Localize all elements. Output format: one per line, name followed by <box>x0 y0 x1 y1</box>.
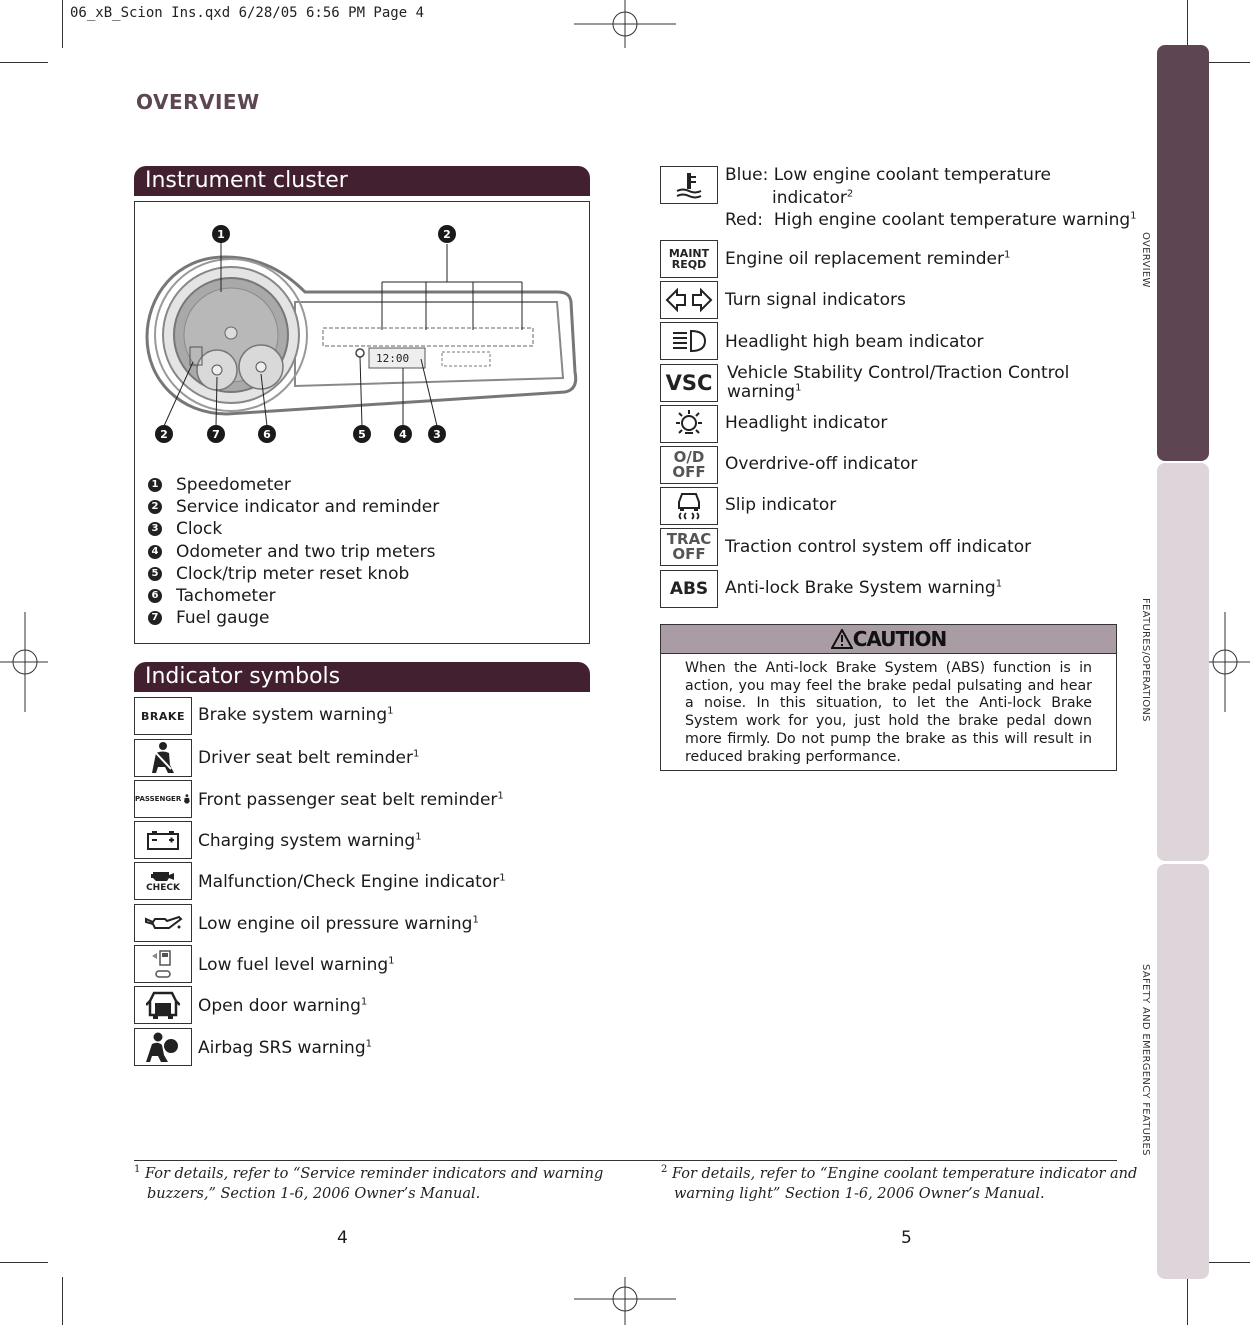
legend-label: Clock/trip meter reset knob <box>176 564 410 584</box>
legend-label: Clock <box>176 519 223 539</box>
off-icon-text: OFF <box>672 463 706 481</box>
crop-mark <box>1187 0 1188 48</box>
oil-can-icon <box>134 904 192 942</box>
indicator-label: Vehicle Stability Control/Traction Control <box>727 363 1070 383</box>
crop-mark <box>1187 1277 1188 1325</box>
callout-bottom-7: 7 <box>212 428 220 441</box>
instrument-cluster-heading: Instrument cluster <box>134 166 590 196</box>
legend-item <box>148 585 276 607</box>
callout-bottom-4: 4 <box>399 428 407 441</box>
open-door-icon <box>134 986 192 1024</box>
tab-features-operations[interactable] <box>1157 463 1209 861</box>
indicator-label: Open door warning$^1$ <box>198 996 368 1016</box>
abs-icon-text: ABS <box>669 579 709 599</box>
page-number-right: 5 <box>901 1228 912 1248</box>
reqd-icon-text: REQD <box>671 258 707 271</box>
abs-icon <box>660 570 718 608</box>
tab-label-safety: SAFETY AND EMERGENCY FEATURES <box>1140 964 1151 1156</box>
crop-mark <box>0 1262 48 1263</box>
callout-bottom-6: 6 <box>263 428 271 441</box>
trac-off-icon <box>660 528 718 566</box>
page-title: OVERVIEW <box>136 90 260 114</box>
legend-label: Odometer and two trip meters <box>176 542 436 562</box>
indicator-label: Headlight high beam indicator <box>725 332 984 352</box>
legend-number: 2 <box>148 500 162 514</box>
crop-mark <box>0 62 48 63</box>
caution-text: When the Anti-lock Brake System (ABS) function is in action, you may feel the brake pedal pulsating and hear a noise. In this situation, to let the Anti-lock Brake System work for you, just hold the brake pedal down more firmly. Do not pump the brake as this will result in reduced braking performance. <box>685 660 1092 765</box>
airbag-icon <box>134 1028 192 1066</box>
callout-bottom-5: 5 <box>358 428 366 441</box>
legend-label: Service indicator and reminder <box>176 497 440 517</box>
check-icon-text: CHECK <box>146 883 180 893</box>
registration-mark-left <box>0 612 48 712</box>
legend-number: 3 <box>148 522 162 536</box>
legend-number: 7 <box>148 611 162 625</box>
legend-item <box>148 496 439 518</box>
coolant-blue-line-2: indicator$^2$ <box>772 188 854 208</box>
tab-label-features: FEATURES/OPERATIONS <box>1140 598 1151 722</box>
legend-label: Speedometer <box>176 475 291 495</box>
trac-off-icon-text: OFF <box>672 545 706 563</box>
passenger-icon-text: PASSENGER <box>135 795 182 803</box>
turn-signal-icon <box>660 281 718 319</box>
headlight-icon <box>660 405 718 443</box>
caution-title: CAUTION <box>852 627 947 651</box>
indicator-label: Front passenger seat belt reminder$^1$ <box>198 790 504 810</box>
legend-number: 6 <box>148 589 162 603</box>
indicator-label-2: warning$^1$ <box>727 382 802 402</box>
crop-mark <box>1202 1262 1250 1263</box>
vsc-icon-text: VSC <box>665 371 713 395</box>
maint-icon-text: MAINT <box>668 247 710 260</box>
footnote-2: $^2$ For details, refer to “Engine coolant temperature indicator and warning light” Section 1-6, 2006 Owner’s Manual. <box>661 1164 1138 1202</box>
brake-icon <box>134 697 192 735</box>
legend-number: 1 <box>148 478 162 492</box>
caution-box <box>660 624 1117 771</box>
coolant-blue-line: Blue: Low engine coolant temperature <box>725 165 1052 185</box>
indicator-label: Overdrive-off indicator <box>725 454 918 474</box>
high-beam-icon <box>660 322 718 360</box>
registration-mark-top <box>574 0 676 48</box>
legend-number: 4 <box>148 545 162 559</box>
vsc-icon <box>660 364 718 402</box>
od-off-icon <box>660 446 718 484</box>
passenger-seatbelt-icon <box>134 780 192 818</box>
check-engine-icon <box>134 862 192 900</box>
legend-item <box>148 541 435 563</box>
crop-mark <box>1202 62 1250 63</box>
crop-mark <box>62 0 63 48</box>
indicator-label: Driver seat belt reminder$^1$ <box>198 748 420 768</box>
od-icon-text: O/D <box>673 448 705 466</box>
warning-triangle-icon <box>831 629 853 649</box>
seatbelt-icon <box>134 739 192 777</box>
crop-mark <box>62 1277 63 1325</box>
indicator-label: Malfunction/Check Engine indicator$^1$ <box>198 872 506 892</box>
coolant-temp-icon <box>660 166 718 204</box>
indicator-label: Anti-lock Brake System warning$^1$ <box>725 578 1003 598</box>
page-number-left: 4 <box>337 1228 348 1248</box>
indicator-label: Brake system warning$^1$ <box>198 705 394 725</box>
legend-label: Fuel gauge <box>176 608 270 628</box>
registration-mark-bottom <box>574 1277 676 1325</box>
footnote-rule <box>134 1160 1117 1161</box>
tab-overview[interactable] <box>1157 45 1209 461</box>
legend-number: 5 <box>148 567 162 581</box>
indicator-label: Turn signal indicators <box>725 290 906 310</box>
caution-header <box>661 625 1116 654</box>
indicator-label: Airbag SRS warning$^1$ <box>198 1038 372 1058</box>
legend-label: Tachometer <box>176 586 276 606</box>
legend-item <box>148 563 409 585</box>
tab-label-overview: OVERVIEW <box>1140 232 1151 288</box>
callout-bottom-2: 2 <box>160 428 168 441</box>
callout-bottom-3: 3 <box>433 428 441 441</box>
indicator-label: Engine oil replacement reminder$^1$ <box>725 249 1011 269</box>
indicator-label: Low fuel level warning$^1$ <box>198 955 395 975</box>
battery-icon <box>134 821 192 859</box>
indicator-symbols-heading: Indicator symbols <box>134 662 590 692</box>
indicator-label: Slip indicator <box>725 495 837 515</box>
coolant-red-line: Red: High engine coolant temperature warning$^1$ <box>725 210 1137 230</box>
trac-icon-text: TRAC <box>666 530 712 548</box>
indicator-label: Headlight indicator <box>725 413 888 433</box>
indicator-label: Low engine oil pressure warning$^1$ <box>198 914 479 934</box>
callout-top-1: 1 <box>217 228 225 241</box>
fuel-pump-icon <box>134 945 192 983</box>
legend-item <box>148 607 269 629</box>
footnote-1: $^1$ For details, refer to “Service reminder indicators and warning buzzers,” Section 1-6, 2006 Owner’s Manual. <box>134 1164 604 1202</box>
indicator-label: Traction control system off indicator <box>725 537 1032 557</box>
print-slug: 06_xB_Scion Ins.qxd 6/28/05 6:56 PM Page 4 <box>70 5 425 21</box>
slip-icon <box>660 487 718 525</box>
display-clock: 12:00 <box>376 352 410 365</box>
indicator-label: Charging system warning$^1$ <box>198 831 422 851</box>
maint-reqd-icon <box>660 240 718 278</box>
brake-icon-text: BRAKE <box>141 709 185 723</box>
legend-item <box>148 518 222 540</box>
tab-safety-emergency[interactable] <box>1157 864 1209 1279</box>
registration-mark-right <box>1202 612 1250 712</box>
callout-top-2: 2 <box>443 228 451 241</box>
legend-item <box>148 474 291 496</box>
cluster-illustration <box>135 202 589 472</box>
